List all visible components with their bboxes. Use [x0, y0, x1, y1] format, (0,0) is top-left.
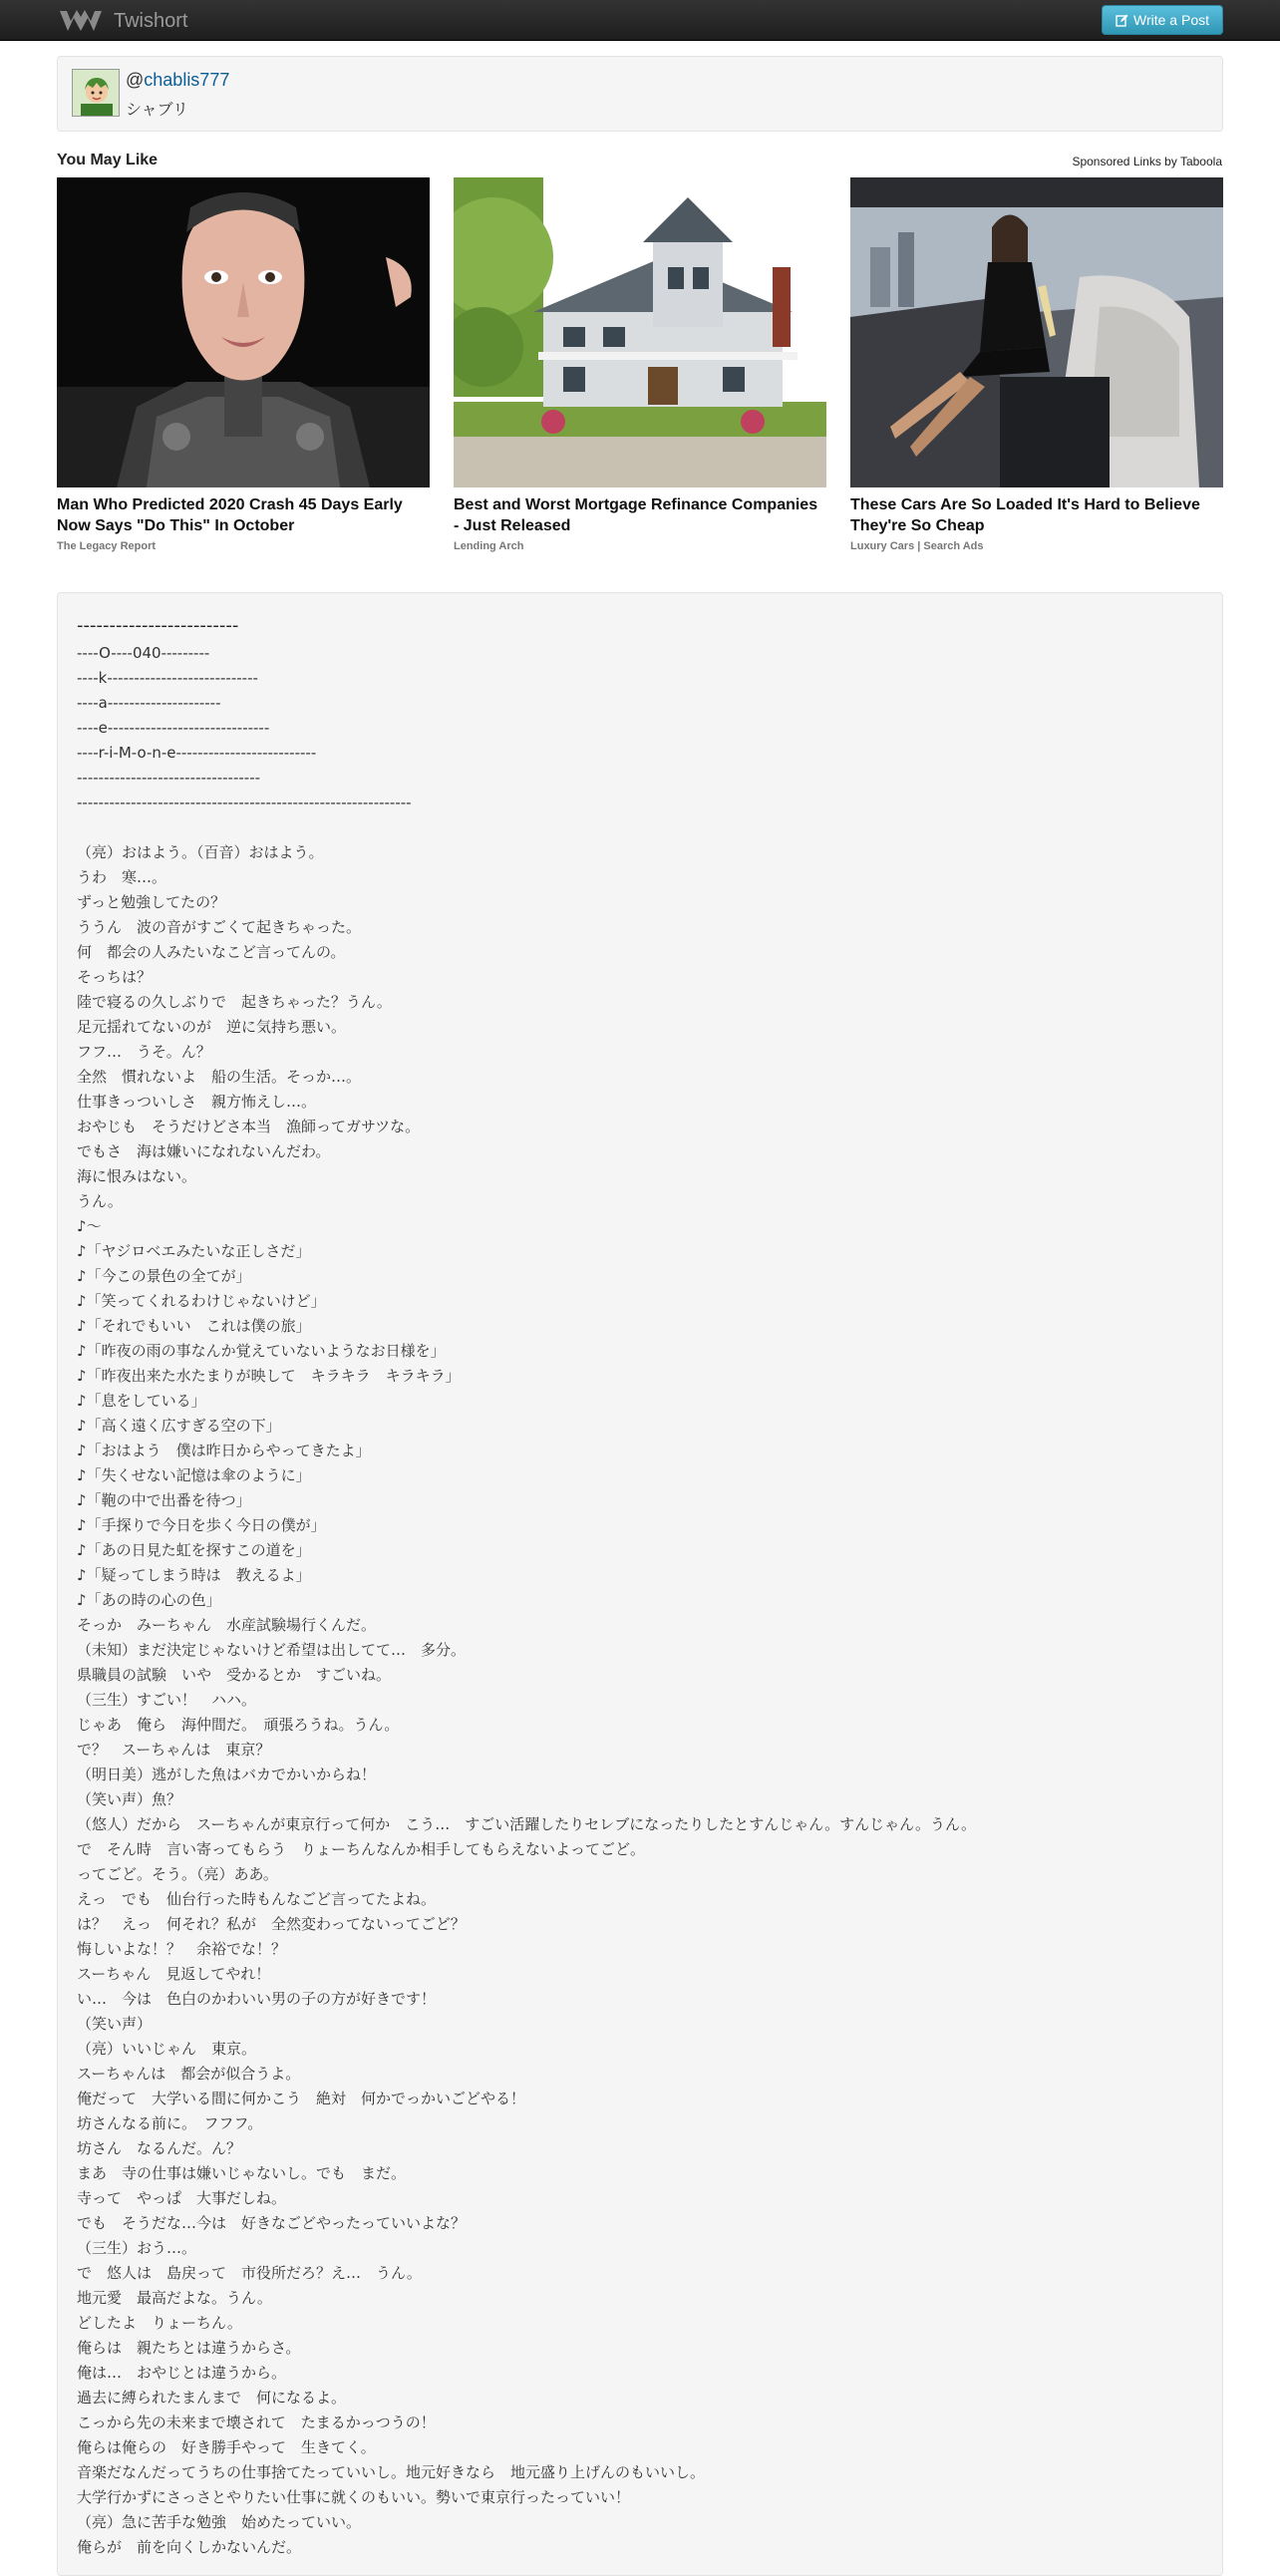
post-line: ♪「疑ってしまう時は 教えるよ」: [77, 1566, 311, 1584]
post-line: えっ でも 仙台行った時もんなごど言ってたよね。: [77, 1890, 437, 1908]
post-line: 地元愛 最高だよな。うん。: [77, 2289, 272, 2307]
post-line: で？ スーちゃんは 東京？: [77, 1741, 271, 1759]
recommendation-title[interactable]: These Cars Are So Loaded It's Hard to Believe They're So Cheap: [850, 496, 1200, 534]
avatar-image-icon: [73, 70, 120, 117]
post-line: （三生）おう…。: [77, 2239, 197, 2257]
post-line: スーちゃんは 都会が似合うよ。: [77, 2065, 301, 2083]
post-line: ううん 波の音がすごくて起きちゃった。: [77, 918, 362, 936]
post-line: 過去に縛られたまんまで 何になるよ。: [77, 2389, 347, 2407]
post-line: 坊さん なるんだ。ん？: [77, 2139, 242, 2157]
post-line: ♪「失くせない記憶は傘のように」: [77, 1466, 311, 1484]
post-line: 俺らは俺らの 好き勝手やって 生きてく。: [77, 2438, 376, 2456]
post-line: フフ… うそ。ん？: [77, 1043, 211, 1061]
post-line: 足元揺れてないのが 逆に気持ち悪い。: [77, 1018, 347, 1036]
post-line: （三生）すごい！ ハハ。: [77, 1691, 257, 1709]
post-line: ♪「笑ってくれるわけじゃないけど」: [77, 1292, 326, 1310]
post-line: うん。: [77, 1192, 123, 1210]
recommendation-source: Lending Arch: [454, 540, 524, 552]
post-line: 寺って やっぱ 大事だしね。: [77, 2189, 287, 2207]
post-line: （亮）いいじゃん 東京。: [77, 2040, 257, 2058]
post-line: ----O----040---------: [77, 644, 210, 662]
top-navbar: [0, 0, 1280, 41]
post-line: ----k----------------------------: [77, 669, 258, 687]
post-body: [57, 592, 1223, 2576]
post-line: 坊さんなる前に。 フフフ。: [77, 2114, 263, 2132]
post-line: [77, 815, 1203, 840]
post-line: うわ 寒…。: [77, 868, 167, 886]
robot-head-image-icon: [57, 177, 430, 487]
brand-name: Twishort: [114, 9, 188, 32]
post-line: ♪「今この景色の全てが」: [77, 1267, 251, 1285]
brand[interactable]: [58, 6, 187, 36]
post-line: （悠人）だから スーちゃんが東京行って何か こう… すごい活躍したりセレブになったりしたとすんじゃん。すんじゃん。うん。: [77, 1815, 976, 1833]
display-name: シャブリ: [126, 100, 189, 119]
post-line: スーちゃん 見返してやれ！: [77, 1965, 271, 1983]
recommendation-source: The Legacy Report: [57, 540, 157, 552]
post-line: 悔しいよな！？ 余裕でな！？: [77, 1940, 287, 1958]
post-line: 俺らは 親たちとは違うからさ。: [77, 2339, 301, 2357]
post-line: でも そうだな…今は 好きなごどやったっていいよな？: [77, 2214, 467, 2232]
post-line: そっちは？: [77, 968, 153, 986]
post-line: そっか みーちゃん 水産試験場行くんだ。: [77, 1616, 377, 1634]
post-line: 俺だって 大学いる間に何かこう 絶対 何かでっかいごどやる！: [77, 2090, 526, 2107]
post-line: ♪「それでもいい これは僕の旅」: [77, 1317, 311, 1335]
post-line: ♪「手探りで今日を歩く今日の僕が」: [77, 1516, 326, 1534]
edit-icon: [1116, 14, 1128, 27]
post-line: ----r-i-M-o-n-e--------------------------: [77, 744, 317, 762]
post-line: ってごど。そう。（亮）ああ。: [77, 1865, 278, 1883]
recommendation-card[interactable]: [454, 177, 826, 552]
post-line: ♪～: [77, 1217, 102, 1235]
post-line: まあ 寺の仕事は嫌いじゃないし。でも まだ。: [77, 2164, 407, 2182]
post-line: い… 今は 色白のかわいい男の子の方が好きです！: [77, 1990, 437, 2008]
post-line: 全然 慣れないよ 船の生活。そっか…。: [77, 1068, 362, 1086]
post-line: （亮）おはよう。（百音）おはよう。: [77, 843, 324, 861]
recommendation-image-robot[interactable]: [57, 177, 430, 487]
post-lines: [77, 641, 1203, 2560]
post-line: 大学行かずにさっさとやりたい仕事に就くのもいい。勢いで東京行ったっていい！: [77, 2488, 631, 2506]
user-handle-link[interactable]: chablis777: [144, 70, 230, 90]
post-line: ----------------------------------: [77, 769, 261, 787]
recommendation-card[interactable]: [850, 177, 1223, 552]
twishort-logo-icon: [58, 8, 104, 34]
post-line: ずっと勉強してたの？: [77, 893, 226, 911]
post-line: は？ えっ 何それ？私が 全然変わってないってごど？: [77, 1915, 466, 1933]
write-post-button[interactable]: [1102, 5, 1223, 35]
handle-prefix: @: [126, 70, 145, 90]
post-line: （明日美）逃がした魚はバカでかいからね！: [77, 1766, 377, 1783]
post-line: （笑い声）: [77, 2015, 153, 2033]
recommendation-image-house[interactable]: [454, 177, 826, 487]
avatar[interactable]: [72, 69, 120, 117]
post-line: ♪「高く遠く広すぎる空の下」: [77, 1417, 281, 1435]
post-line: 仕事きっついしさ 親方怖えし…。: [77, 1093, 317, 1111]
post-line: こっから先の未来まで壊されて たまるかっつうの！: [77, 2414, 436, 2431]
post-line: じゃあ 俺ら 海仲間だ。 頑張ろうね。うん。: [77, 1716, 400, 1734]
post-line: ♪「息をしている」: [77, 1392, 206, 1410]
recommendation-image-car[interactable]: [850, 177, 1223, 487]
post-line: ----e------------------------------: [77, 719, 270, 737]
recommendation-title[interactable]: Man Who Predicted 2020 Crash 45 Days Early Now Says "Do This" In October: [57, 496, 403, 534]
sponsored-links-label[interactable]: Sponsored Links by Taboola: [1072, 155, 1222, 168]
car-interior-image-icon: [850, 177, 1223, 487]
post-line: --------------------------------------------------------------: [77, 794, 412, 811]
post-line: で そん時 言い寄ってもらう りょーちんなんか相手してもらえないよってごど。: [77, 1840, 646, 1858]
post-line: （亮）急に苦手な勉強 始めたっていい。: [77, 2513, 362, 2531]
post-line: ----a---------------------: [77, 694, 221, 712]
write-post-label: Write a Post: [1133, 12, 1209, 28]
post-line: 県職員の試験 いや 受かるとか すごいね。: [77, 1666, 392, 1684]
recommendations-title: You May Like: [57, 152, 159, 168]
post-line: ♪「鞄の中で出番を待つ」: [77, 1491, 251, 1509]
post-line: で 悠人は 島戻って 市役所だろ？え… うん。: [77, 2264, 422, 2282]
recommendation-card[interactable]: [57, 177, 430, 552]
post-heading: -------------------------: [77, 615, 239, 636]
post-line: ♪「あの時の心の色」: [77, 1591, 221, 1609]
recommendation-source: Luxury Cars | Search Ads: [850, 540, 984, 552]
post-line: でもさ 海は嫌いになれないんだわ。: [77, 1142, 331, 1160]
post-line: （笑い声）魚？: [77, 1790, 182, 1808]
profile-card: [57, 56, 1223, 132]
house-image-icon: [454, 177, 826, 487]
post-line: 海に恨みはない。: [77, 1167, 197, 1185]
post-line: 陸で寝るの久しぶりで 起きちゃった？うん。: [77, 993, 392, 1011]
post-line: おやじも そうだけどさ本当 漁師ってガサツな。: [77, 1118, 421, 1135]
post-line: 何 都会の人みたいなこど言ってんの。: [77, 943, 346, 961]
post-line: ♪「昨夜出来た水たまりが映して キラキラ キラキラ」: [77, 1367, 461, 1385]
post-line: どしたよ りょーちん。: [77, 2314, 242, 2332]
user-handle: [126, 70, 229, 91]
post-line: ♪「昨夜の雨の事なんか覚えていないようなお日様を」: [77, 1342, 446, 1360]
recommendation-title[interactable]: Best and Worst Mortgage Refinance Companies - Just Released: [454, 496, 818, 534]
post-line: ♪「ヤジロベエみたいな正しさだ」: [77, 1242, 311, 1260]
post-line: ♪「おはよう 僕は昨日からやってきたよ」: [77, 1442, 371, 1459]
post-line: （未知）まだ決定じゃないけど希望は出してて… 多分。: [77, 1641, 467, 1659]
post-line: 俺らが 前を向くしかないんだ。: [77, 2538, 302, 2556]
post-line: 俺は… おやじとは違うから。: [77, 2364, 287, 2382]
post-line: 音楽だなんだってうちの仕事捨てたっていいし。地元好きなら 地元盛り上げんのもいいし。: [77, 2463, 706, 2481]
post-line: ♪「あの日見た虹を探すこの道を」: [77, 1541, 311, 1559]
